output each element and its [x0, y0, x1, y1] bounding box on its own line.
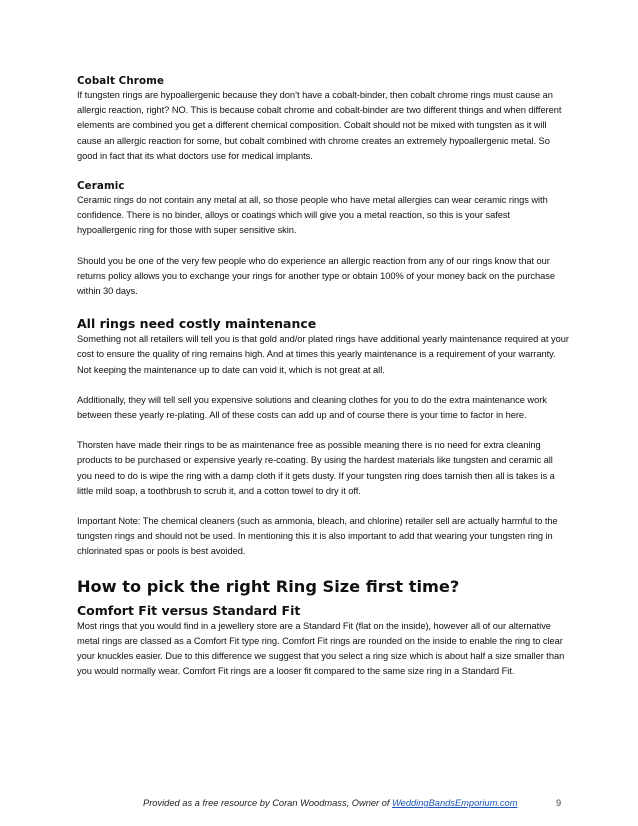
- page-number: 9: [556, 798, 562, 808]
- comfort-fit-subheading: Comfort Fit versus Standard Fit: [77, 602, 301, 618]
- ring-size-heading: How to pick the right Ring Size first time?: [77, 576, 460, 596]
- ceramic-heading: Ceramic: [77, 180, 125, 193]
- maintenance-heading: All rings need costly maintenance: [77, 316, 317, 332]
- maintenance-paragraph-3: Thorsten have made their rings to be as maintenance free as possible meaning there is no need for extra cleaning products to be purchased or expensive yearly re-coating. By using the hardest materials like tungsten and ceramic all you need to do is wipe the ring with a damp cloth if it gets dusty. If your tungsten ring does tarnish then all is takes is a little mild soap, a toothbrush to scrub it, and a cotton towel to dry it off.: [77, 440, 555, 496]
- cobalt-chrome-heading: Cobalt Chrome: [77, 75, 165, 87]
- footer-link[interactable]: WeddingBandsEmporium.com: [392, 798, 518, 808]
- footer-prefix: Provided as a free resource by Coran Woodmass, Owner of: [143, 798, 393, 808]
- cobalt-chrome-paragraph: If tungsten rings are hypoallergenic because they don’t have a cobalt-binder, then cobalt chrome rings must cause an allergic reaction, right? NO. This is because cobalt chrome and cobalt-binder are two different things and when different elements are combined you get a different chemical composition. Cobalt should not be mixed with tungsten as it will cause an allergic reaction for some, but cobalt combined with chrome creates an extremely hypoallergenic metal. So good in fact that its what doctors use for medical implants.: [77, 90, 562, 161]
- footer-text: [143, 798, 517, 808]
- maintenance-paragraph-1: Something not all retailers will tell you is that gold and/or plated rings have additional yearly maintenance required at your cost to ensure the quality of ring remains high. And at times this yearly maintenance is a requirement of your warranty. Not keeping the maintenance up to date can void it, which is not great at all.: [77, 334, 569, 375]
- ceramic-paragraph: Ceramic rings do not contain any metal at all, so those people who have metal allergies can wear ceramic rings with confidence. There is no binder, alloys or coatings which will give you a metal reaction, so this is your safest hypoallergenic ring for those with super sensitive skin.: [77, 195, 548, 236]
- comfort-fit-paragraph: Most rings that you would find in a jewellery store are a Standard Fit (flat on the inside), however all of our alternative metal rings are classed as a Comfort Fit type ring. Comfort Fit rings are rounded on the inside to enable the ring to clear your knuckles easier. Due to this difference we suggest that you select a ring size which is about half a size smaller than you would normally wear. Comfort Fit rings are a looser fit compared to the same size ring in a Standard Fit.: [77, 620, 565, 677]
- important-note-paragraph: Important Note: The chemical cleaners (such as ammonia, bleach, and chlorine) retailer sell are actually harmful to the tungsten rings and should not be used. In mentioning this it is also important to add that wearing your tungsten ring in chlorinated spas or pools is best avoided.: [77, 516, 558, 557]
- page-content: [77, 74, 569, 679]
- maintenance-paragraph-2: Additionally, they will tell sell you expensive solutions and cleaning clothes for you to do the extra maintenance work between these yearly re-plating. All of these costs can add up and of course there is your time to factor in here.: [77, 394, 547, 421]
- returns-paragraph: Should you be one of the very few people who do experience an allergic reaction from any of our rings know that our returns policy allows you to exchange your rings for another type or obtain 100% of your money back on the purchase within 30 days.: [77, 255, 555, 297]
